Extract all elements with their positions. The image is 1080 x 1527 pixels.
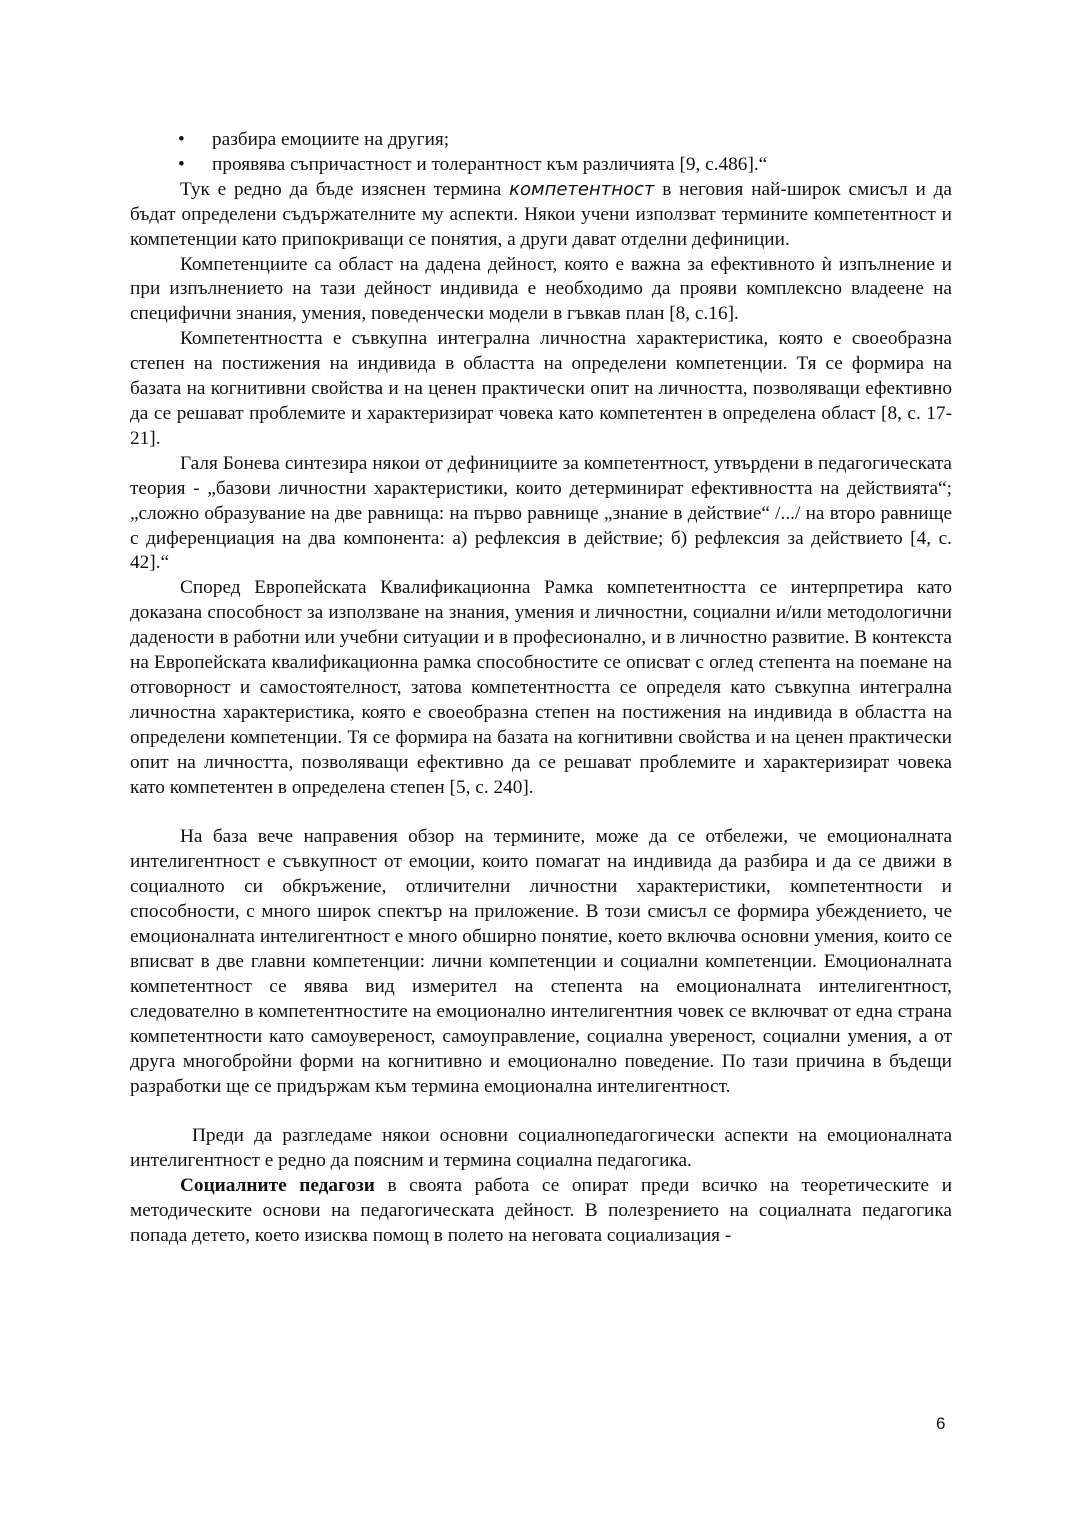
bullet-list [130,128,952,178]
italic-term: компетентност [509,178,655,200]
paragraph-european-framework: Според Европейската Квалификационна Рамка компетентността се интерпретира като доказана способност за използване на знания, умения и личностни, социални и/или методологични дадености в работни или учебни ситуации и в професионално, и в личностно развитие. В контекста на Европейската квалификационна рамка способностите се описват с оглед степента на поемане на отговорност и самостоятелност, затова компетентността се определя като съвкупна интегрална личностна характеристика, която е своеобразна степен на постижения на индивида в областта на определени компетенции. Тя се формира на базата на когнитивни свойства и на ценен практически опит на личността, позволяващи ефективно да се решават проблемите и характеризират човека като компетентен в определена степен [5, с. 240]. [130,577,952,798]
paragraph-text: в неговия най-широк смисъл и да бъдат определени съдържателните му аспекти. Някои учени използват термините компетентност и компетенции като припокриващи се понятия, а други дават отделни дефиниции. [130,178,952,250]
bullet-text: проявява съпричастност и толерантност към различията [9, с.486].“ [212,153,768,175]
bullet-icon: • [178,129,185,150]
paragraph-boneva: Галя Бонева синтезира някои от дефинициите за компетентност, утвърдени в педагогическата теория - „базови личностни характеристики, които детерминират ефективността на действията“; „сложно образувание на две равнища: на първо равнище „знание в действие“ /.../ на второ равнище с диференциация на два компонента: а) рефлексия в действие; б) рефлексия за действието [4, с. 42].“ [130,452,952,574]
paragraph-summary: На база вече направения обзор на термините, може да се отбележи, че емоционалната интелигентност е съвкупност от емоции, които помагат на индивида да разбира и да се движи в социалното си обкръжение, отличителни личностни характеристики, компетентности и способности, с много широк спектър на приложение. В този смисъл се формира убеждението, че емоционалната интелигентност е много обширно понятие, което включва основни умения, които се вписват в две главни компетенции: лични компетенции и социални компетенции. Емоционалната компетентност се явява вид измерител на степента на емоционалната интелигентност, следователно в компетентностите на емоционално интелигентния човек се включват от една страна компетентности като самоувереност, самоуправление, социална увереност, социални умения, а от друга многобройни форми на когнитивно и емоционално поведение. По тази причина в бъдещи разработки ще се придържам към термина емоционална интелигентност. [130,826,952,1097]
bullet-text: разбира емоциите на другия; [212,129,450,150]
paragraph-competencies: Компетенциите са област на дадена дейност, която е важна за ефективното ѝ изпълнение и при изпълнението на тази дейност индивида е необходимо да прояви комплексно владеене на специфични знания, умения, поведенчески модели в гъвкав план [8, с.16]. [130,253,952,325]
paragraph-competence-definition: Компетентността е съвкупна интегрална личностна характеристика, която е своеобразна степен на постижения на индивида в областта на определени компетенции. Тя се формира на базата на когнитивни свойства и на ценен практически опит на личността, позволяващи ефективно да се решават проблемите и характеризират човека като компетентен в определена област [8, с. 17-21]. [130,328,952,449]
paragraph-text: Тук е редно да бъде изяснен термина [180,178,510,200]
list-item [130,153,952,178]
bold-term: Социалните педагози [180,1175,375,1197]
paragraph-social-pedagogues [130,1174,952,1249]
paragraph-text: в своята работа се опират преди всичко на теоретическите и методическите основи на педагогическата дейност. В полезрението на социалната педагогика попада детето, което изисква помощ в полето на неговата социализация - [130,1175,953,1247]
bullet-icon: • [178,153,185,175]
paragraph-competence-term [130,178,952,253]
document-page [130,128,952,1249]
list-item [130,128,952,153]
paragraph-social-pedagogy: Преди да разгледаме някои основни социалнопедагогически аспекти на емоционалната интелигентност е редно да поясним и термина социална педагогика. [130,1125,952,1172]
page-number: 6 [936,1414,946,1433]
